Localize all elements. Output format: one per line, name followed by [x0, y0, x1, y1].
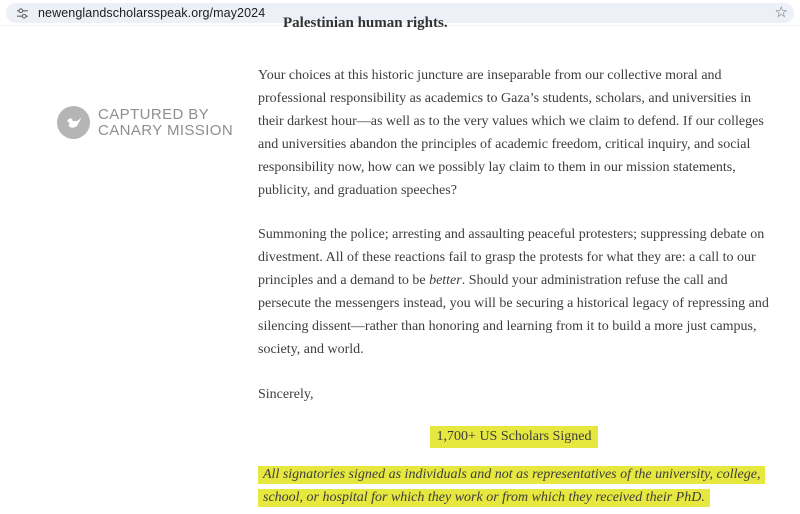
- paragraph-2-text-pre: Summoning the police; arresting and assaulting peaceful protesters; suppressing debate on divestment. All of these reactions fail to grasp the protests for what they are: a call to our principles and a demand to be: [258, 227, 765, 288]
- canary-bird-icon: [57, 106, 90, 139]
- disclaimer-highlight: All signatories signed as individuals and not as representatives of the university, college, school, or hospital for which they work or from which they received their PhD.: [258, 466, 765, 507]
- watermark-line-1: CAPTURED BY: [98, 105, 210, 123]
- clipped-heading-line: [283, 15, 448, 33]
- page-content: [0, 15, 800, 514]
- watermark-line-2: CANARY MISSION: [98, 121, 234, 139]
- disclaimer-line: [258, 463, 770, 509]
- clipped-heading-text: Palestinian human rights.: [283, 15, 448, 31]
- bookmark-star-icon[interactable]: ☆: [774, 3, 788, 21]
- letter-paragraph-1: Your choices at this historic juncture are inseparable from our collective moral and professional responsibility as academics to Gaza’s students, scholars, and universities in their darkest hour—as well as to the very values which we claim to defend. If our colleges and universities abandon the principles of academic freedom, critical inquiry, and social responsibility now, how can we possibly lay claim to them in our mission statements, publicity, and graduation speeches?: [258, 68, 764, 198]
- letter-body: [258, 64, 770, 509]
- signed-count-line: [258, 425, 770, 448]
- letter-closing: Sincerely,: [258, 387, 314, 402]
- paragraph-2-emphasis: better: [429, 273, 462, 288]
- signed-count-highlight: 1,700+ US Scholars Signed: [430, 426, 599, 448]
- watermark-text: [98, 107, 233, 139]
- letter-paragraph-2: [258, 223, 770, 361]
- canary-mission-watermark: [57, 106, 233, 139]
- paragraph-2-text-post: . Should your administration refuse the call and persecute the messengers instead, you will be securing a historical legacy of repressing and silencing dissent—rather than honoring and learning from it to build a more just campus, society, and world.: [258, 273, 769, 357]
- site-settings-icon[interactable]: [16, 7, 29, 20]
- url-text[interactable]: newenglandscholarsspeak.org/may2024: [38, 6, 266, 20]
